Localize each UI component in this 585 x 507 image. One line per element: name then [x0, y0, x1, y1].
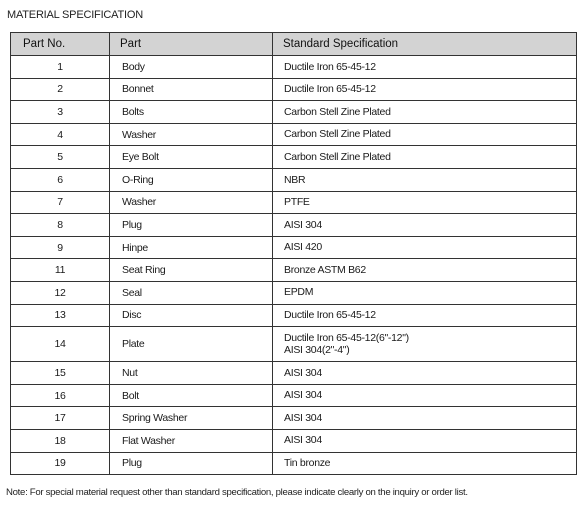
- cell-part: Bolts: [110, 101, 273, 124]
- spec-line: Carbon Stell Zine Plated: [284, 150, 391, 163]
- table-row: [11, 452, 577, 475]
- cell-part-no: 16: [11, 384, 110, 407]
- spec-line: NBR: [284, 173, 306, 186]
- cell-part: Bonnet: [110, 78, 273, 101]
- cell-part: Spring Washer: [110, 407, 273, 430]
- table-row: [11, 304, 577, 327]
- table-row: [11, 146, 577, 169]
- spec-line: AISI 304: [284, 218, 322, 231]
- cell-standard-specification: [273, 123, 577, 146]
- cell-part-no: 17: [11, 407, 110, 430]
- cell-part-no: 9: [11, 236, 110, 259]
- spec-line: Ductile Iron 65-45-12: [284, 83, 376, 96]
- cell-part: Seat Ring: [110, 259, 273, 282]
- table-row: [11, 101, 577, 124]
- cell-part: Washer: [110, 123, 273, 146]
- spec-line: PTFE: [284, 196, 310, 209]
- cell-standard-specification: [273, 214, 577, 237]
- table-row: [11, 362, 577, 385]
- document-title: MATERIAL SPECIFICATION: [7, 9, 143, 21]
- cell-standard-specification: [273, 191, 577, 214]
- table-row: [11, 281, 577, 304]
- cell-part-no: 7: [11, 191, 110, 214]
- cell-part: Flat Washer: [110, 429, 273, 452]
- cell-standard-specification: [273, 452, 577, 475]
- header-part-no: Part No.: [11, 33, 110, 56]
- table-body: [11, 56, 577, 475]
- cell-part-no: 1: [11, 56, 110, 79]
- cell-standard-specification: [273, 407, 577, 430]
- cell-part-no: 3: [11, 101, 110, 124]
- table-row: [11, 78, 577, 101]
- cell-part: Bolt: [110, 384, 273, 407]
- cell-part: Body: [110, 56, 273, 79]
- table-row: [11, 123, 577, 146]
- cell-part-no: 18: [11, 429, 110, 452]
- cell-part: Plug: [110, 214, 273, 237]
- spec-line: Ductile Iron 65-45-12: [284, 309, 376, 322]
- table-row: [11, 214, 577, 237]
- cell-part-no: 4: [11, 123, 110, 146]
- cell-part: Seal: [110, 281, 273, 304]
- cell-standard-specification: [273, 384, 577, 407]
- cell-standard-specification: [273, 78, 577, 101]
- cell-standard-specification: [273, 281, 577, 304]
- cell-part: Hinpe: [110, 236, 273, 259]
- table-row: [11, 191, 577, 214]
- cell-part-no: 19: [11, 452, 110, 475]
- cell-standard-specification: [273, 168, 577, 191]
- table-row: [11, 168, 577, 191]
- spec-line: AISI 304: [284, 366, 322, 379]
- cell-part-no: 6: [11, 168, 110, 191]
- cell-part-no: 12: [11, 281, 110, 304]
- cell-standard-specification: [273, 327, 577, 362]
- cell-standard-specification: [273, 362, 577, 385]
- cell-part: O-Ring: [110, 168, 273, 191]
- cell-part: Disc: [110, 304, 273, 327]
- table-row: [11, 259, 577, 282]
- table-row: [11, 407, 577, 430]
- cell-part: Eye Bolt: [110, 146, 273, 169]
- cell-part-no: 14: [11, 327, 110, 362]
- table-row: [11, 384, 577, 407]
- table-row: [11, 236, 577, 259]
- cell-part-no: 8: [11, 214, 110, 237]
- table-header-row: [11, 33, 577, 56]
- cell-standard-specification: [273, 56, 577, 79]
- cell-standard-specification: [273, 236, 577, 259]
- cell-part: Plug: [110, 452, 273, 475]
- header-part: Part: [110, 33, 273, 56]
- cell-standard-specification: [273, 146, 577, 169]
- spec-line: Ductile Iron 65-45-12(6"-12"): [284, 331, 409, 344]
- cell-part: Washer: [110, 191, 273, 214]
- spec-line: Tin bronze: [284, 457, 331, 470]
- spec-line: AISI 304: [284, 411, 322, 424]
- cell-part-no: 2: [11, 78, 110, 101]
- spec-line: Ductile Iron 65-45-12: [284, 60, 376, 73]
- cell-standard-specification: [273, 101, 577, 124]
- spec-line: Carbon Stell Zine Plated: [284, 105, 391, 118]
- cell-part: Plate: [110, 327, 273, 362]
- cell-part-no: 13: [11, 304, 110, 327]
- cell-standard-specification: [273, 429, 577, 452]
- footnote: Note: For special material request other than standard specification, please indicate clearly on the inquiry or order list.: [6, 487, 468, 498]
- cell-part-no: 15: [11, 362, 110, 385]
- header-standard-specification: Standard Specification: [273, 33, 577, 56]
- spec-line: AISI 304(2"-4"): [284, 344, 350, 357]
- spec-line: Carbon Stell Zine Plated: [284, 128, 391, 141]
- cell-standard-specification: [273, 304, 577, 327]
- cell-standard-specification: [273, 259, 577, 282]
- spec-line: AISI 304: [284, 434, 322, 447]
- table-row: [11, 429, 577, 452]
- material-spec-table: [10, 32, 577, 475]
- spec-line: AISI 304: [284, 389, 322, 402]
- table-row: [11, 56, 577, 79]
- cell-part: Nut: [110, 362, 273, 385]
- spec-line: EPDM: [284, 286, 314, 299]
- spec-line: Bronze ASTM B62: [284, 263, 366, 276]
- cell-part-no: 11: [11, 259, 110, 282]
- spec-line: AISI 420: [284, 241, 322, 254]
- cell-part-no: 5: [11, 146, 110, 169]
- table-row: [11, 327, 577, 362]
